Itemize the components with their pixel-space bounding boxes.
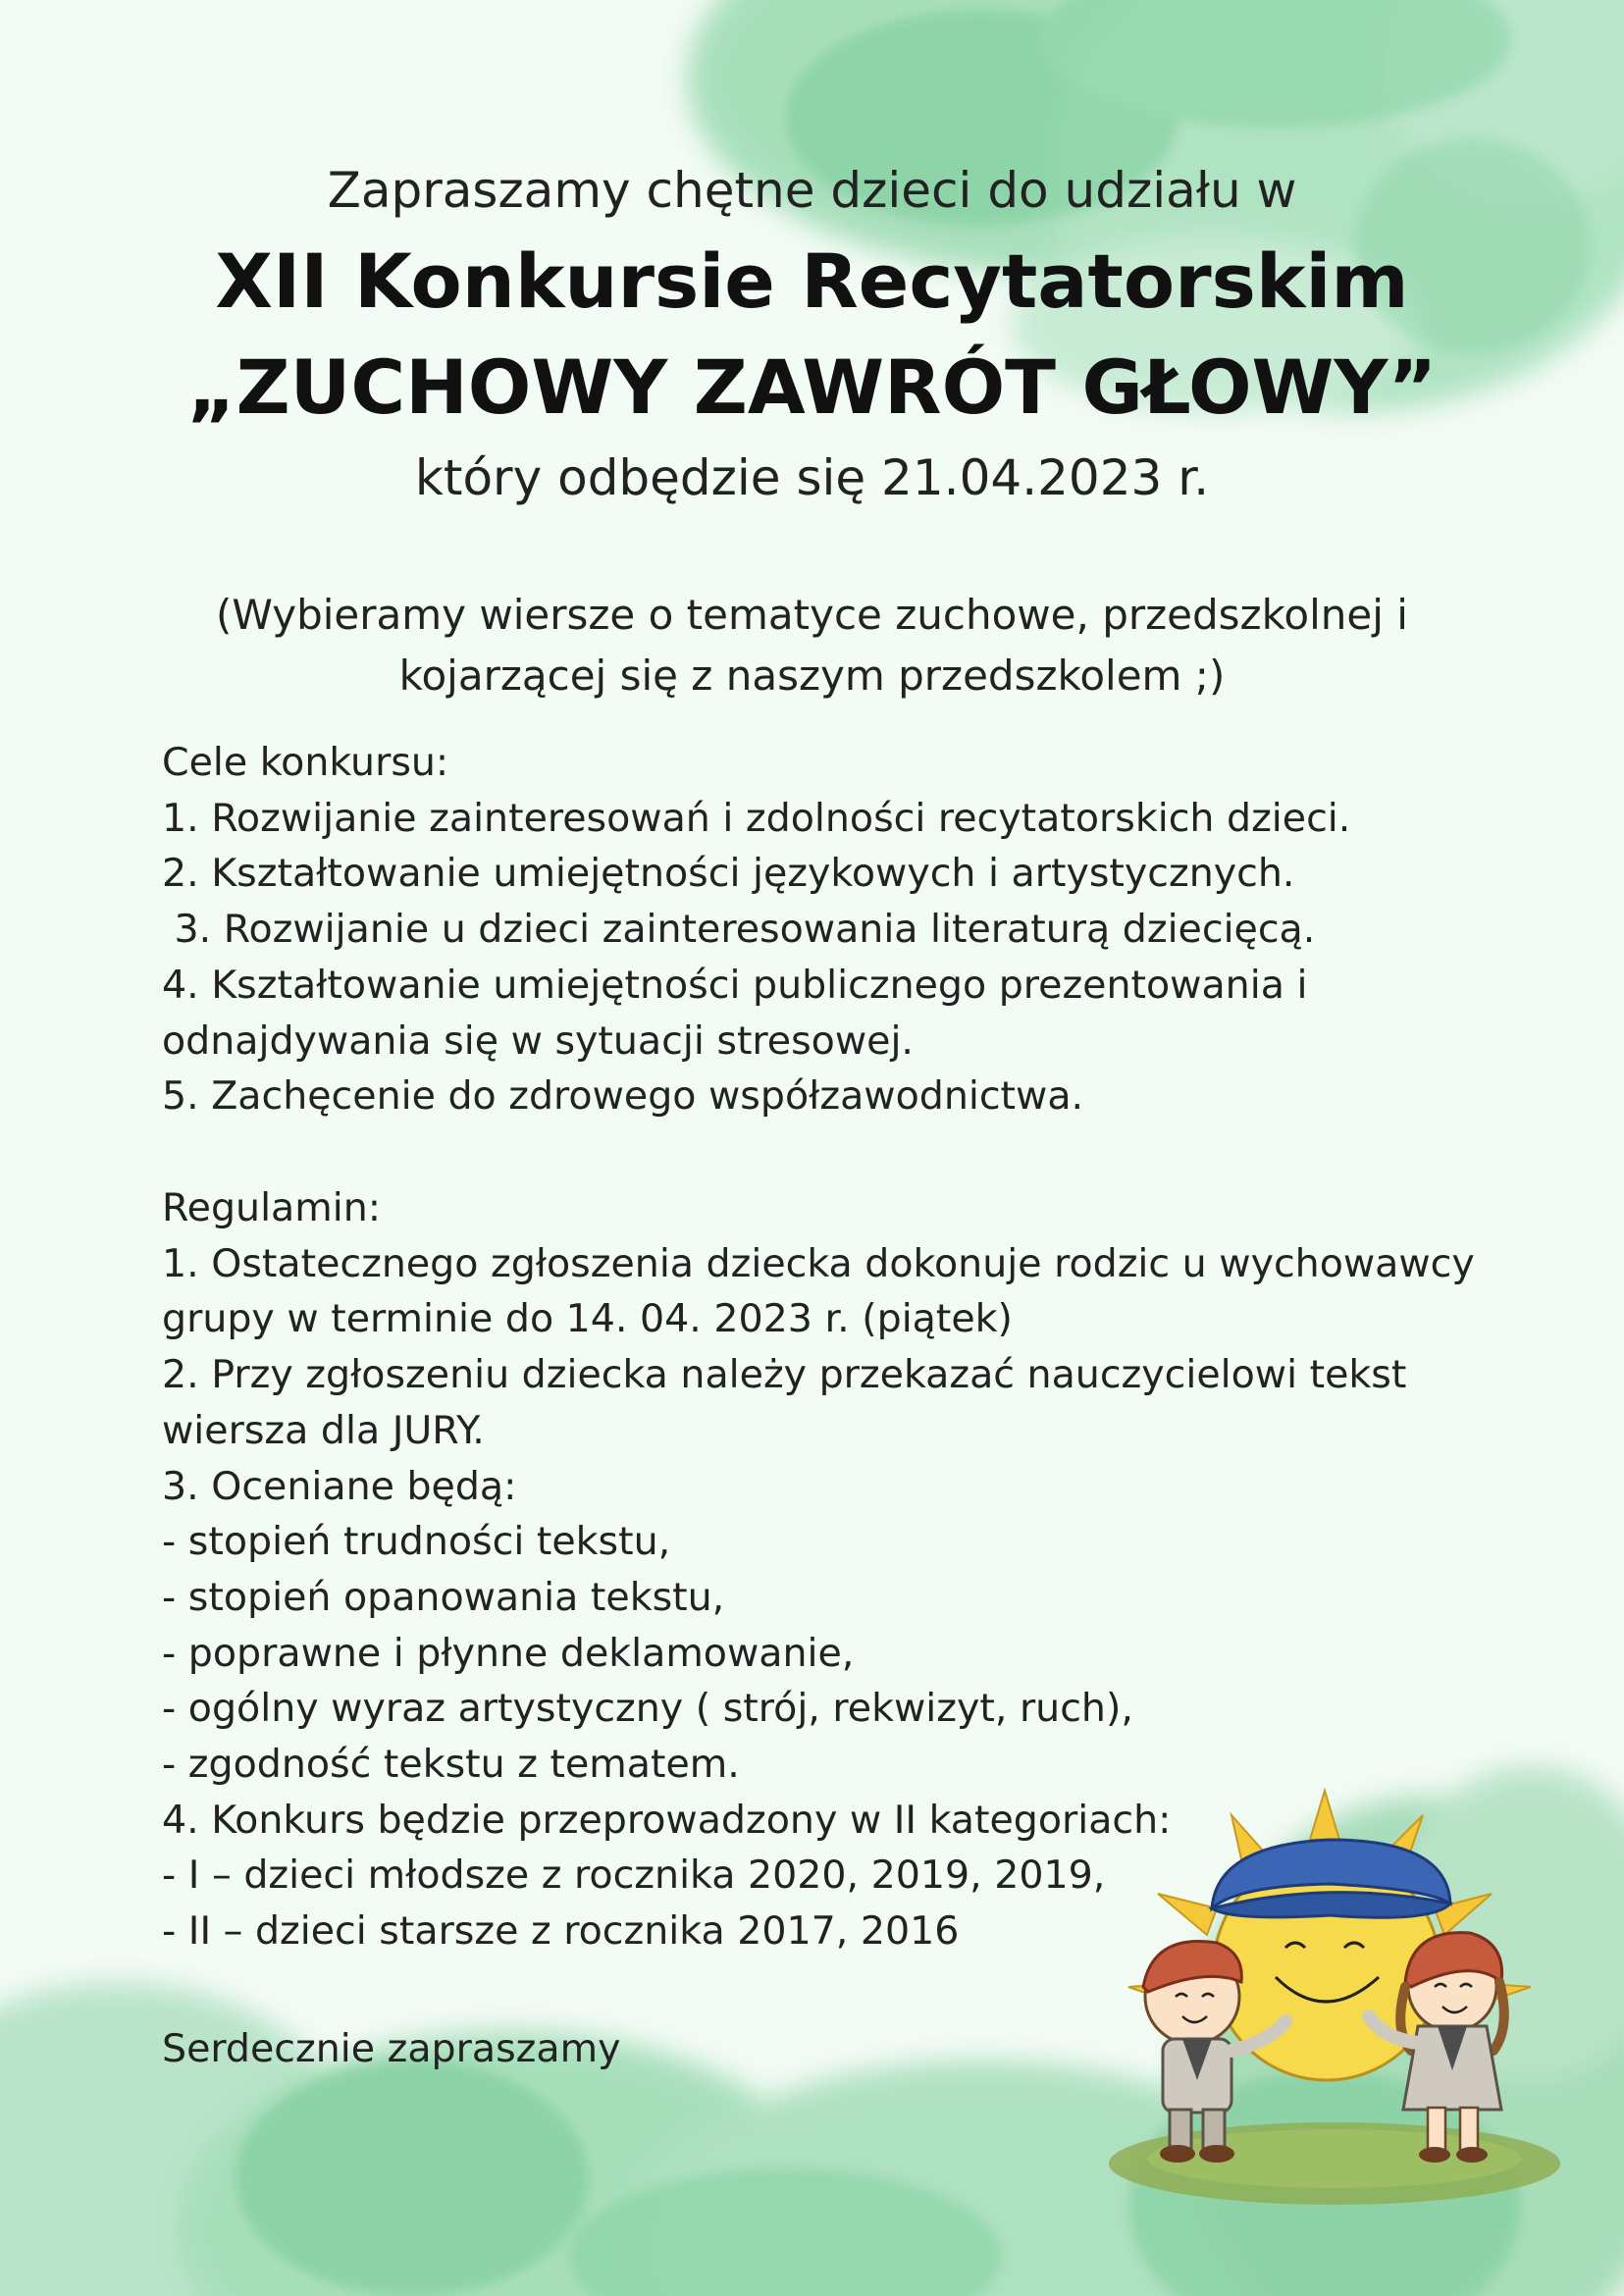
note-line: (Wybieramy wiersze o tematyce zuchowe, przedszkolnej i bbox=[216, 591, 1408, 639]
rule-line: - stopień trudności tekstu, bbox=[162, 1519, 671, 1565]
rule-line: - poprawne i płynne deklamowanie, bbox=[162, 1630, 855, 1676]
goal-line: 2. Kształtowanie umiejętności językowych i artystycznych. bbox=[162, 851, 1295, 897]
contest-title: XII Konkursie Recytatorskim bbox=[215, 237, 1409, 325]
contest-date: który odbędzie się 21.04.2023 r. bbox=[414, 449, 1210, 506]
closing-invitation: Serdecznie zapraszamy bbox=[162, 2026, 621, 2071]
rule-line: - I – dzieci młodsze z rocznika 2020, 2019, 2019, bbox=[162, 1852, 1106, 1899]
goal-line: odnajdywania się w sytuacji stresowej. bbox=[162, 1018, 914, 1064]
rule-line: - zgodność tekstu z tematem. bbox=[162, 1742, 740, 1788]
rule-line: - stopień opanowania tekstu, bbox=[162, 1574, 725, 1620]
poem-theme-note bbox=[147, 585, 1477, 706]
rule-line: - ogólny wyraz artystyczny ( strój, rekwizyt, ruch), bbox=[162, 1686, 1133, 1732]
goal-line: 5. Zachęcenie do zdrowego współzawodnictwa. bbox=[162, 1073, 1084, 1120]
invitation-intro: Zapraszamy chętne dzieci do udziału w bbox=[327, 162, 1297, 219]
rule-line: 4. Konkurs będzie przeprowadzony w II kategoriach: bbox=[162, 1797, 1172, 1843]
rule-line: - II – dzieci starsze z rocznika 2017, 2016 bbox=[162, 1908, 960, 1955]
goals-heading: Cele konkursu: bbox=[162, 740, 449, 785]
rule-line: 1. Ostatecznego zgłoszenia dziecka dokonuje rodzic u wychowawcy bbox=[162, 1240, 1475, 1286]
scout-sun-mascot-illustration bbox=[1099, 1786, 1570, 2208]
rule-line: grupy w terminie do 14. 04. 2023 r. (piątek) bbox=[162, 1296, 1013, 1342]
contest-name: „ZUCHOWY ZAWRÓT GŁOWY” bbox=[186, 343, 1438, 431]
rule-line: 2. Przy zgłoszeniu dziecka należy przekazać nauczycielowi tekst bbox=[162, 1352, 1407, 1398]
goal-line: 1. Rozwijanie zainteresowań i zdolności recytatorskich dzieci. bbox=[162, 795, 1351, 841]
rule-line: wiersza dla JURY. bbox=[162, 1407, 485, 1453]
goal-line: 4. Kształtowanie umiejętności publicznego prezentowania i bbox=[162, 962, 1308, 1008]
goal-line: 3. Rozwijanie u dzieci zainteresowania literaturą dziecięcą. bbox=[162, 907, 1316, 953]
rule-line: 3. Oceniane będą: bbox=[162, 1463, 517, 1509]
rules-heading: Regulamin: bbox=[162, 1185, 382, 1230]
note-line: kojarzącej się z naszym przedszkolem ;) bbox=[398, 652, 1226, 700]
contest-goals bbox=[162, 735, 1487, 1124]
